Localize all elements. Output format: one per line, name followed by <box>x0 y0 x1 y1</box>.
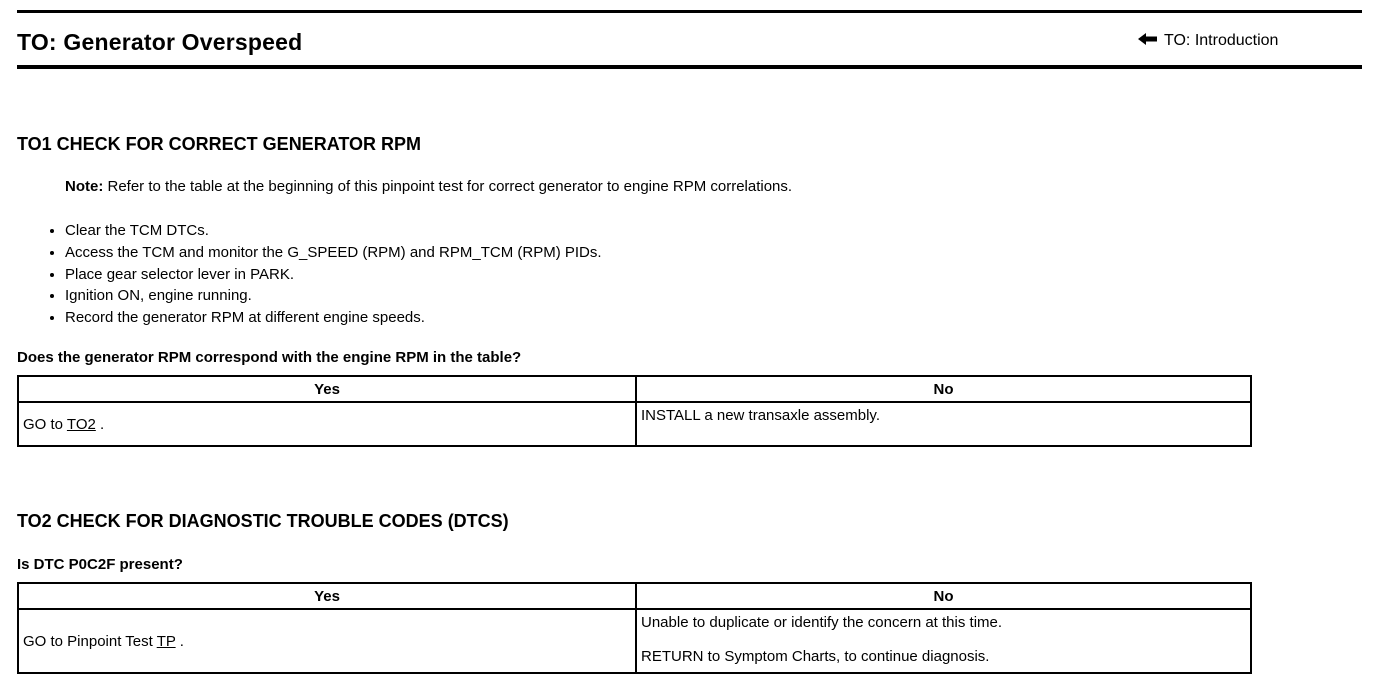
list-item: • Clear the TCM DTCs. <box>65 220 602 242</box>
note-text: Refer to the table at the beginning of this pinpoint test for correct generator to engine RPM correlations. <box>107 178 793 195</box>
yes-header: Yes <box>18 376 636 402</box>
document-page <box>17 8 1362 665</box>
yes-suffix: . <box>100 415 105 433</box>
step-heading-to2: TO2 CHECK FOR DIAGNOSTIC TROUBLE CODES (DTCS) <box>17 511 509 531</box>
no-header: No <box>636 583 1251 609</box>
page-header <box>17 13 1362 65</box>
yes-cell <box>18 402 636 446</box>
list-item: • Access the TCM and monitor the G_SPEED (RPM) and RPM_TCM (RPM) PIDs. <box>65 242 602 264</box>
no-cell <box>636 609 1251 673</box>
back-link-label: TO: Introduction <box>1164 32 1279 49</box>
no-header: No <box>636 376 1251 402</box>
action-list <box>45 220 602 329</box>
link-tp[interactable]: TP <box>156 632 176 650</box>
yes-prefix: GO to <box>23 415 64 433</box>
yes-prefix: GO to Pinpoint Test <box>23 632 153 650</box>
arrow-left-icon <box>1138 33 1158 49</box>
header-rule <box>17 65 1362 69</box>
back-link[interactable] <box>1138 32 1278 50</box>
step-heading-to1: TO1 CHECK FOR CORRECT GENERATOR RPM <box>17 134 422 154</box>
list-item: • Ignition ON, engine running. <box>65 285 602 307</box>
no-cell: INSTALL a new transaxle assembly. <box>636 402 1251 446</box>
yes-header: Yes <box>18 583 636 609</box>
yes-cell <box>18 609 636 673</box>
yes-suffix: . <box>179 632 184 650</box>
no-line-2: RETURN to Symptom Charts, to continue diagnosis. <box>641 648 990 665</box>
result-table-to2 <box>17 582 1252 674</box>
no-line-1: Unable to duplicate or identify the concern at this time. <box>641 614 1003 631</box>
link-to2[interactable]: TO2 <box>66 415 96 433</box>
note <box>65 178 792 195</box>
question-to1: Does the generator RPM correspond with the engine RPM in the table? <box>17 349 522 366</box>
question-to2: Is DTC P0C2F present? <box>17 556 183 573</box>
page-title: TO: Generator Overspeed <box>17 29 303 55</box>
note-label: Note: <box>65 178 104 195</box>
list-item: • Place gear selector lever in PARK. <box>65 264 602 286</box>
result-table-to1 <box>17 375 1252 447</box>
list-item: • Record the generator RPM at different engine speeds. <box>65 307 602 329</box>
